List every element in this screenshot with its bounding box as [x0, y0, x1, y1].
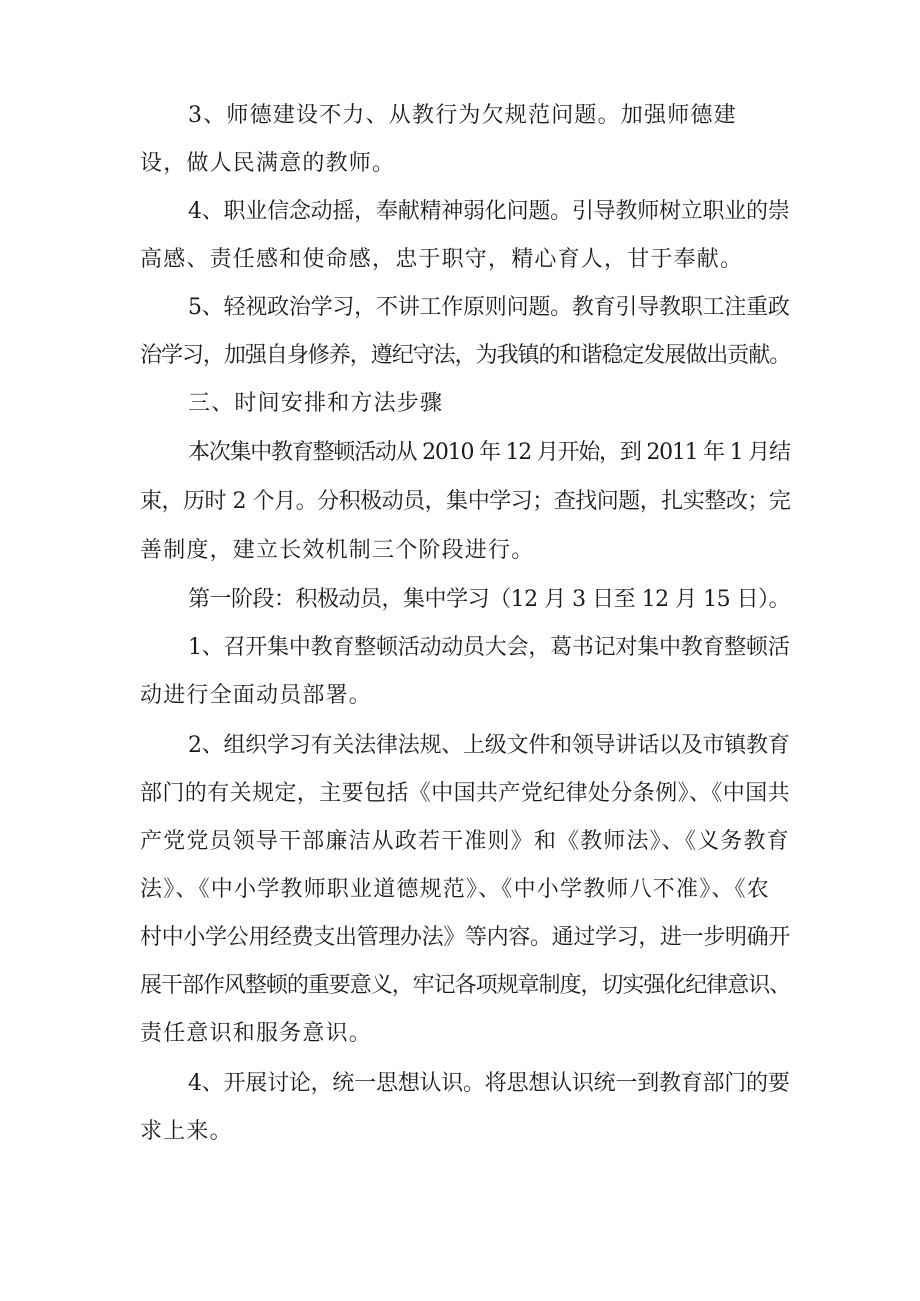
paragraph-line: 1、召开集中教育整顿活动动员大会，葛书记对集中教育整顿活 [188, 635, 790, 660]
paragraph-line: 2、组织学习有关法律法规、上级文件和领导讲话以及市镇教育 [188, 733, 790, 758]
paragraph-line: 善制度，建立长效机制三个阶段进行。 [140, 538, 535, 563]
paragraph-line: 5、轻视政治学习，不讲工作原则问题。教育引导教职工注重政 [188, 295, 790, 320]
paragraph-line: 部门的有关规定，主要包括《中国共产党纪律处分条例》、《中国共 [140, 781, 791, 806]
paragraph-line: 村中小学公用经费支出管理办法》等内容。通过学习，进一步明确开 [140, 925, 791, 950]
paragraph-line: 法》、《中小学教师职业道德规范》、《中小学教师八不准》、《农 [140, 877, 771, 902]
paragraph-line: 责任意识和服务意识。 [140, 1021, 373, 1046]
paragraph-line: 动进行全面动员部署。 [140, 683, 373, 708]
paragraph-line: 3、师德建设不力、从教行为欠规范问题。加强师德建 [188, 103, 737, 128]
paragraph-line: 4、职业信念动摇，奉献精神弱化问题。引导教师树立职业的崇 [188, 199, 790, 224]
paragraph-line: 高感、责任感和使命感，忠于职守，精心育人，甘于奉献。 [140, 247, 744, 272]
paragraph-line: 本次集中教育整顿活动从 2010 年 12 月开始，到 2011 年 1 月结 [188, 440, 790, 465]
stage-heading: 第一阶段：积极动员，集中学习（12 月 3 日至 12 月 15 日）。 [188, 587, 791, 612]
paragraph-line: 治学习，加强自身修养，遵纪守法，为我镇的和谐稳定发展做出贡献。 [140, 343, 791, 368]
paragraph-line: 束，历时 2 个月。分积极动员，集中学习；查找问题，扎实整改；完 [140, 489, 791, 514]
paragraph-line: 求上来。 [140, 1119, 233, 1144]
paragraph-line: 产党党员领导干部廉洁从政若干准则》和《教师法》、《义务教育 [140, 829, 790, 854]
paragraph-line: 设，做人民满意的教师。 [140, 151, 396, 176]
paragraph-line: 展干部作风整顿的重要意义，牢记各项规章制度，切实强化纪律意识、 [140, 973, 791, 998]
section-heading: 三、时间安排和方法步骤 [188, 391, 444, 416]
paragraph-line: 4、开展讨论，统一思想认识。将思想认识统一到教育部门的要 [188, 1071, 790, 1096]
